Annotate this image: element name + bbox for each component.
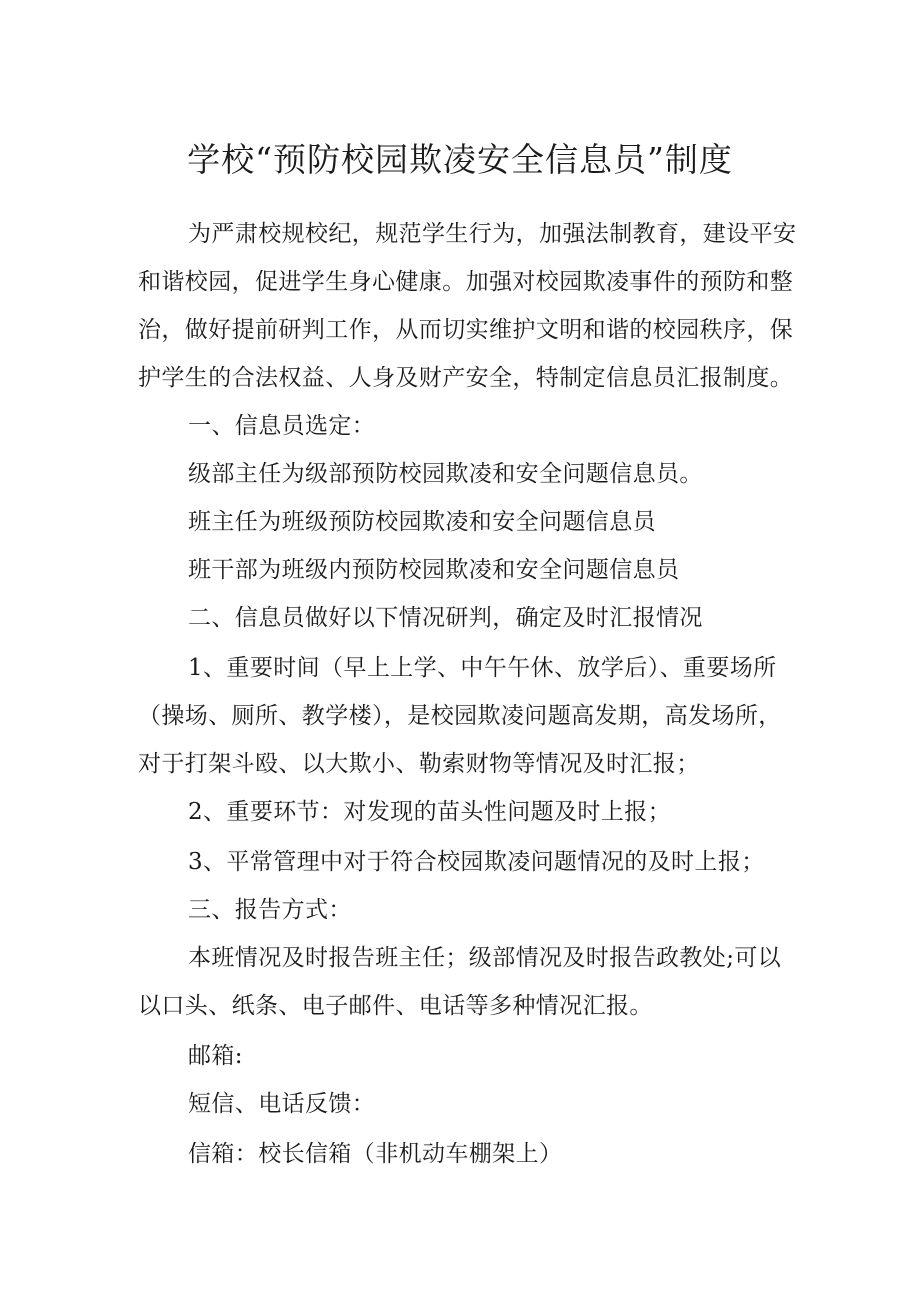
intro-line-4: 护学生的合法权益、人身及财产安全，特制定信息员汇报制度。 [138,365,794,391]
section2-item1-line-1: 1、重要时间（早上上学、中午午休、放学后）、重要场所 [188,655,777,681]
section2-item2: 2、重要环节：对发现的苗头性问题及时上报； [188,799,672,825]
intro-line-3: 治，做好提前研判工作，从而切实维护文明和谐的校园秩序，保 [138,317,794,343]
section2-item1-line-2: （操场、厕所、教学楼），是校园欺凌问题高发期，高发场所， [138,703,782,729]
contact-email: 邮箱: [188,1043,243,1069]
intro-line-2: 和谐校园，促进学生身心健康。加强对校园欺凌事件的预防和整 [138,269,794,295]
section2-item3: 3、平常管理中对于符合校园欺凌问题情况的及时上报； [188,849,765,875]
section3-heading: 三、报告方式： [188,897,352,923]
contact-mailbox: 信箱：校长信箱（非机动车棚架上） [188,1141,563,1167]
section1-item-1: 级部主任为级部预防校园欺凌和安全问题信息员。 [188,461,703,487]
section1-item-2: 班主任为班级预防校园欺凌和安全问题信息员 [188,509,656,535]
section1-item-3: 班干部为班级内预防校园欺凌和安全问题信息员 [188,557,680,583]
section1-heading: 一、信息员选定： [188,413,376,439]
section2-heading: 二、信息员做好以下情况研判，确定及时汇报情况 [188,605,703,631]
section3-body-line-1: 本班情况及时报告班主任；级部情况及时报告政教处;可以 [188,945,782,971]
section2-item1-line-3: 对于打架斗殴、以大欺小、勒索财物等情况及时汇报； [138,751,700,777]
document-title: 学校“预防校园欺凌安全信息员”制度 [187,140,733,179]
contact-sms-phone: 短信、电话反馈： [188,1091,376,1117]
intro-line-1: 为严肃校规校纪，规范学生行为，加强法制教育，建设平安 [188,221,797,247]
section3-body-line-2: 以口头、纸条、电子邮件、电话等多种情况汇报。 [138,993,653,1019]
